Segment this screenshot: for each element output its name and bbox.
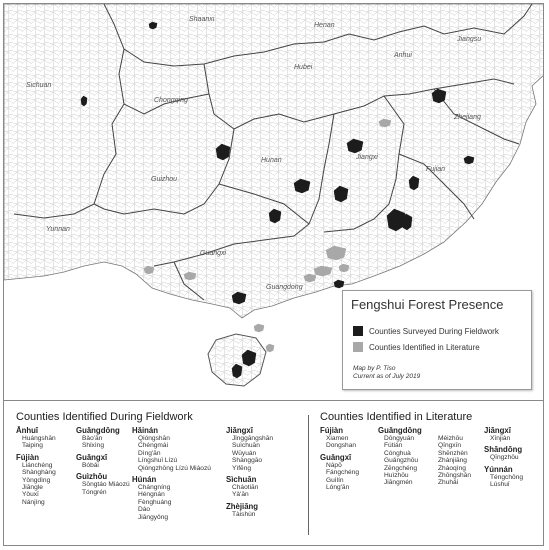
county-name: Huìzhōu [384, 472, 409, 480]
county-name: Yǒngdìng [22, 476, 51, 484]
literature-swatch [353, 342, 363, 352]
county-name: Chéngmài [138, 442, 169, 450]
literature-column [378, 426, 422, 487]
legend-item-surveyed [353, 326, 499, 336]
province-name: Hǎinán [132, 426, 158, 435]
county-name: Xīnjiàn [490, 435, 511, 442]
county-name: Qīngzhōu [490, 454, 519, 462]
county-name: Liánchéng [22, 461, 53, 469]
county-name: Huángshān [22, 435, 56, 442]
county-name: Bóbái [82, 461, 99, 469]
county-name: Cháotiān [232, 484, 259, 492]
county-name: Sōngtáo Miáozú [82, 481, 130, 489]
county-name: Lóng'ān [326, 484, 350, 492]
map-credit [353, 365, 420, 381]
county-name: Zēngchéng [384, 464, 417, 472]
province-name: Húnán [132, 475, 157, 485]
fieldwork-heading: Counties Identified During Fieldwork [16, 411, 193, 423]
literature-column [320, 426, 359, 491]
province-label: Henan [314, 22, 335, 29]
map-legend [342, 290, 532, 390]
province-name: Fújiàn [320, 426, 343, 435]
fieldwork-column [132, 426, 211, 521]
map-panel [4, 4, 544, 400]
province-label: Jiangsu [457, 36, 482, 43]
literature-county [254, 324, 264, 332]
legend-item-literature [353, 342, 480, 352]
credit-date: Current as of July 2019 [353, 373, 421, 380]
county-name: Fútián [384, 442, 403, 450]
province-name: Jiāngxī [484, 426, 511, 435]
county-name: Fángchéng [326, 469, 359, 477]
surveyed-county [149, 22, 157, 29]
county-name: Dáo [138, 506, 151, 514]
county-name: Lúshuǐ [490, 481, 510, 489]
county-name: Jiāngyǒng [138, 513, 169, 521]
county-name: Guǎngzhōu [384, 457, 419, 465]
county-name: Zhuhǎi [438, 479, 459, 487]
county-name: Téngchōng [490, 473, 523, 481]
province-name: Ānhuī [16, 426, 39, 435]
province-label: Anhui [394, 52, 412, 59]
county-name: Méizhōu [438, 435, 463, 442]
county-name: Zhōngshān [438, 472, 471, 480]
province-label: Yunnan [46, 226, 70, 233]
province-name: Guǎngxī [320, 452, 352, 462]
province-name: Guìzhōu [76, 472, 108, 482]
province-name: Guǎngdōng [76, 426, 120, 435]
province-name: Guǎngxī [76, 452, 108, 462]
province-spacer [432, 426, 471, 435]
county-name: Shēnzhèn [438, 449, 468, 457]
county-name: Qióngshān [138, 435, 170, 442]
county-name: Jǐnggāngshān [232, 435, 274, 442]
county-name: Yǎ'ān [232, 491, 249, 499]
county-name: Jiāngle [22, 484, 43, 492]
county-lists [4, 400, 544, 546]
province-label: Hunan [261, 157, 282, 164]
province-label: Guangxi [200, 250, 227, 257]
county-name: Shǐxìng [82, 442, 104, 450]
legend-label: Counties Identified in Literature [369, 342, 480, 352]
county-name: Nánjìng [22, 498, 45, 506]
county-name: Héngnán [138, 491, 165, 499]
province-name: Sìchuān [226, 475, 257, 485]
figure-frame [3, 3, 544, 546]
province-label: Sichuan [26, 82, 52, 89]
province-name: Zhèjiāng [226, 501, 259, 511]
province-name: Fújiàn [16, 452, 39, 462]
county-name: Fènghuáng [138, 498, 172, 506]
county-name: Taiping [22, 442, 43, 450]
county-name: Qióngzhōng Lízú Miáozú [138, 464, 211, 472]
county-name: Yǒuxī [22, 491, 39, 499]
county-name: Língshuǐ Lízú [138, 457, 178, 465]
county-name: Cónghuà [384, 449, 411, 457]
province-label: Fujian [426, 166, 446, 173]
column-divider [308, 415, 309, 535]
credit-author: Map by P. Tiso [353, 365, 396, 372]
literature-column [484, 426, 523, 489]
county-name: Dìng'ān [138, 449, 161, 457]
province-label: Guizhou [151, 176, 178, 183]
province-label: Zhejiang [454, 114, 481, 121]
fieldwork-column [16, 426, 56, 506]
county-name: Tóngrén [82, 488, 107, 496]
county-name: Jiāngmén [384, 479, 413, 487]
province-label: Jiangxi [356, 154, 378, 161]
county-name: Bǎo'ān [82, 435, 103, 442]
county-name: Shànghàng [22, 469, 56, 477]
county-name: Shànggāo [232, 457, 263, 465]
county-name: Dōngyuán [384, 435, 415, 442]
literature-column [432, 426, 471, 487]
literature-county [266, 344, 274, 352]
province-name: Yúnnán [484, 464, 513, 474]
fieldwork-column [76, 426, 130, 496]
province-label: Hubei [294, 64, 313, 71]
surveyed-swatch [353, 326, 363, 336]
county-name: Dongshan [326, 442, 357, 450]
county-name: Chángníng [138, 484, 171, 492]
province-name: Jiāngxī [226, 426, 253, 435]
province-label: Guangdong [266, 284, 303, 291]
county-name: Suìchuān [232, 442, 260, 450]
county-name: Wūyuán [232, 449, 257, 457]
county-name: Qīngxīn [438, 442, 462, 450]
province-label: Chongqing [154, 97, 188, 104]
surveyed-county [81, 96, 87, 106]
province-label: Shaanxi [189, 16, 215, 23]
fieldwork-column [226, 426, 273, 518]
legend-title: Fengshui Forest Presence [351, 297, 504, 312]
county-name: Zhànjiāng [438, 457, 467, 465]
province-name: Shāndōng [484, 445, 523, 455]
county-name: Guìlín [326, 476, 344, 484]
county-name: Nápō [326, 461, 342, 469]
literature-heading: Counties Identified in Literature [320, 411, 473, 423]
county-name: Xiamen [326, 435, 349, 442]
county-name: Yìfēng [232, 464, 252, 472]
county-name: Tàishùn [232, 510, 256, 518]
county-name: Zhàoqìng [438, 464, 466, 472]
province-name: Guǎngdōng [378, 426, 422, 435]
legend-label: Counties Surveyed During Fieldwork [369, 326, 499, 336]
